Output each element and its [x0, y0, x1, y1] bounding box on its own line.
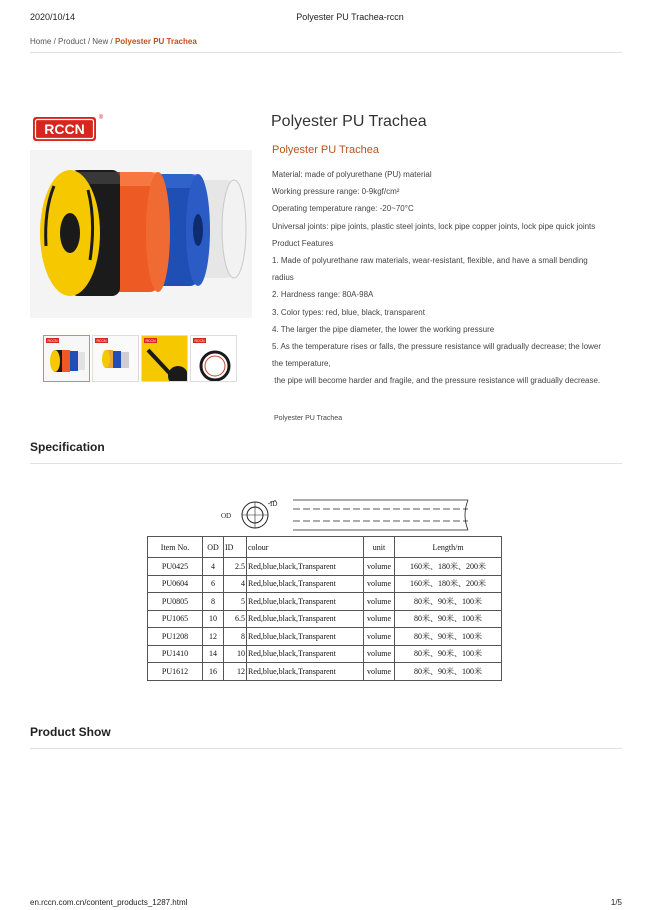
cell-od: 10 — [203, 610, 224, 628]
cell-length: 160米、180米、200米 — [395, 558, 502, 576]
cell-length: 80米、90米、100米 — [395, 610, 502, 628]
header-unit: unit — [364, 537, 395, 558]
cell-id: 10 — [224, 645, 247, 663]
header-od: OD — [203, 537, 224, 558]
cell-item-no: PU1612 — [148, 663, 203, 681]
page-number: 1/5 — [610, 898, 622, 907]
section-title-specification: Specification — [30, 440, 105, 454]
table-row — [148, 628, 502, 646]
divider — [30, 52, 622, 53]
od-label: OD — [221, 512, 232, 520]
table-row — [148, 593, 502, 611]
footer-url: en.rccn.com.cn/content_products_1287.html — [30, 898, 188, 907]
table-row — [148, 575, 502, 593]
header-id: ID — [224, 537, 247, 558]
desc-line: the temperature, — [272, 359, 331, 369]
thumbnail-2[interactable] — [92, 335, 139, 382]
spec-table — [147, 536, 502, 681]
header-colour: colour — [247, 537, 364, 558]
print-date: 2020/10/14 — [30, 12, 76, 22]
cell-od: 8 — [203, 593, 224, 611]
cell-length: 160米、180米、200米 — [395, 575, 502, 593]
cell-item-no: PU1065 — [148, 610, 203, 628]
svg-text:RCCN: RCCN — [96, 339, 107, 343]
image-caption: Polyester PU Trachea — [274, 415, 343, 422]
desc-line: 3. Color types: red, blue, black, transparent — [272, 307, 425, 317]
desc-line: radius — [272, 273, 294, 283]
section-title-product-show: Product Show — [30, 725, 111, 739]
svg-text:RCCN: RCCN — [194, 339, 205, 343]
desc-line: Operating temperature range: -20~70°C — [272, 204, 414, 214]
cell-item-no: PU0425 — [148, 558, 203, 576]
product-subtitle: Polyester PU Trachea — [272, 144, 379, 156]
cell-id: 4 — [224, 575, 247, 593]
cell-length: 80米、90米、100米 — [395, 645, 502, 663]
breadcrumb-current: Polyester PU Trachea — [114, 37, 197, 46]
cell-unit: volume — [364, 558, 395, 576]
cell-id: 8 — [224, 628, 247, 646]
cell-colour: Red,blue,black,Transparent — [247, 645, 364, 663]
thumbnail-4[interactable] — [190, 335, 237, 382]
cell-id: 12 — [224, 663, 247, 681]
cell-length: 80米、90米、100米 — [395, 663, 502, 681]
rccn-logo — [32, 113, 104, 143]
desc-line: 5. As the temperature rises or falls, the pressure resistance will gradually decrease; the lower — [272, 342, 602, 352]
desc-line: Working pressure range: 0-9kgf/cm² — [272, 187, 400, 197]
table-row — [148, 663, 502, 681]
desc-line: 1. Made of polyurethane raw materials, wear-resistant, flexible, and have a small bending — [272, 256, 588, 266]
cell-id: 2.5 — [224, 558, 247, 576]
print-title: Polyester PU Trachea-rccn — [296, 12, 404, 22]
header-item-no: Item No. — [148, 537, 203, 558]
cell-id: 6.5 — [224, 610, 247, 628]
cell-od: 14 — [203, 645, 224, 663]
cell-colour: Red,blue,black,Transparent — [247, 610, 364, 628]
breadcrumb-home[interactable]: Home — [30, 37, 52, 46]
cell-unit: volume — [364, 610, 395, 628]
tube-diagram — [218, 496, 470, 532]
cell-od: 6 — [203, 575, 224, 593]
svg-text:RCCN: RCCN — [145, 339, 156, 343]
cell-colour: Red,blue,black,Transparent — [247, 575, 364, 593]
breadcrumb-separator: / — [51, 37, 59, 46]
logo-text: RCCN — [44, 121, 85, 137]
thumbnail-1[interactable] — [43, 335, 90, 382]
table-header-row — [148, 537, 502, 558]
cell-colour: Red,blue,black,Transparent — [247, 628, 364, 646]
thumbnail-3[interactable] — [141, 335, 188, 382]
table-row — [148, 645, 502, 663]
product-image — [30, 150, 252, 318]
cell-od: 4 — [203, 558, 224, 576]
cell-od: 12 — [203, 628, 224, 646]
product-title: Polyester PU Trachea — [271, 113, 427, 130]
registered-mark: ® — [98, 115, 104, 121]
svg-text:RCCN: RCCN — [47, 339, 58, 343]
cell-od: 16 — [203, 663, 224, 681]
product-description — [272, 166, 617, 390]
id-label: ID — [270, 500, 278, 508]
breadcrumb-separator: / — [85, 37, 93, 46]
desc-line: 4. The larger the pipe diameter, the lower the working pressure — [272, 324, 495, 334]
desc-line: Material: made of polyurethane (PU) material — [272, 170, 432, 179]
cell-length: 80米、90米、100米 — [395, 593, 502, 611]
cell-unit: volume — [364, 645, 395, 663]
divider — [30, 463, 622, 464]
cell-colour: Red,blue,black,Transparent — [247, 593, 364, 611]
cell-unit: volume — [364, 575, 395, 593]
cell-unit: volume — [364, 628, 395, 646]
cell-unit: volume — [364, 593, 395, 611]
cell-item-no: PU1410 — [148, 645, 203, 663]
cell-length: 80米、90米、100米 — [395, 628, 502, 646]
cell-unit: volume — [364, 663, 395, 681]
divider — [30, 748, 622, 749]
breadcrumb-news[interactable]: New — [92, 37, 109, 46]
cell-item-no: PU1208 — [148, 628, 203, 646]
breadcrumb-product[interactable]: Product — [58, 37, 86, 46]
table-row — [148, 558, 502, 576]
cell-id: 5 — [224, 593, 247, 611]
desc-line: the pipe will become harder and fragile, and the pressure resistance will gradually decrease. — [272, 376, 601, 386]
breadcrumb-separator: / — [108, 37, 115, 46]
header-length: Length/m — [395, 537, 502, 558]
breadcrumb — [30, 37, 197, 46]
cell-colour: Red,blue,black,Transparent — [247, 558, 364, 576]
desc-line: Universal joints: pipe joints, plastic steel joints, lock pipe copper joints, lock pipe quick joints — [272, 221, 596, 231]
desc-line: Product Features — [272, 238, 334, 248]
desc-line: 2. Hardness range: 80A-98A — [272, 290, 374, 300]
table-row — [148, 610, 502, 628]
cell-colour: Red,blue,black,Transparent — [247, 663, 364, 681]
cell-item-no: PU0805 — [148, 593, 203, 611]
cell-item-no: PU0604 — [148, 575, 203, 593]
